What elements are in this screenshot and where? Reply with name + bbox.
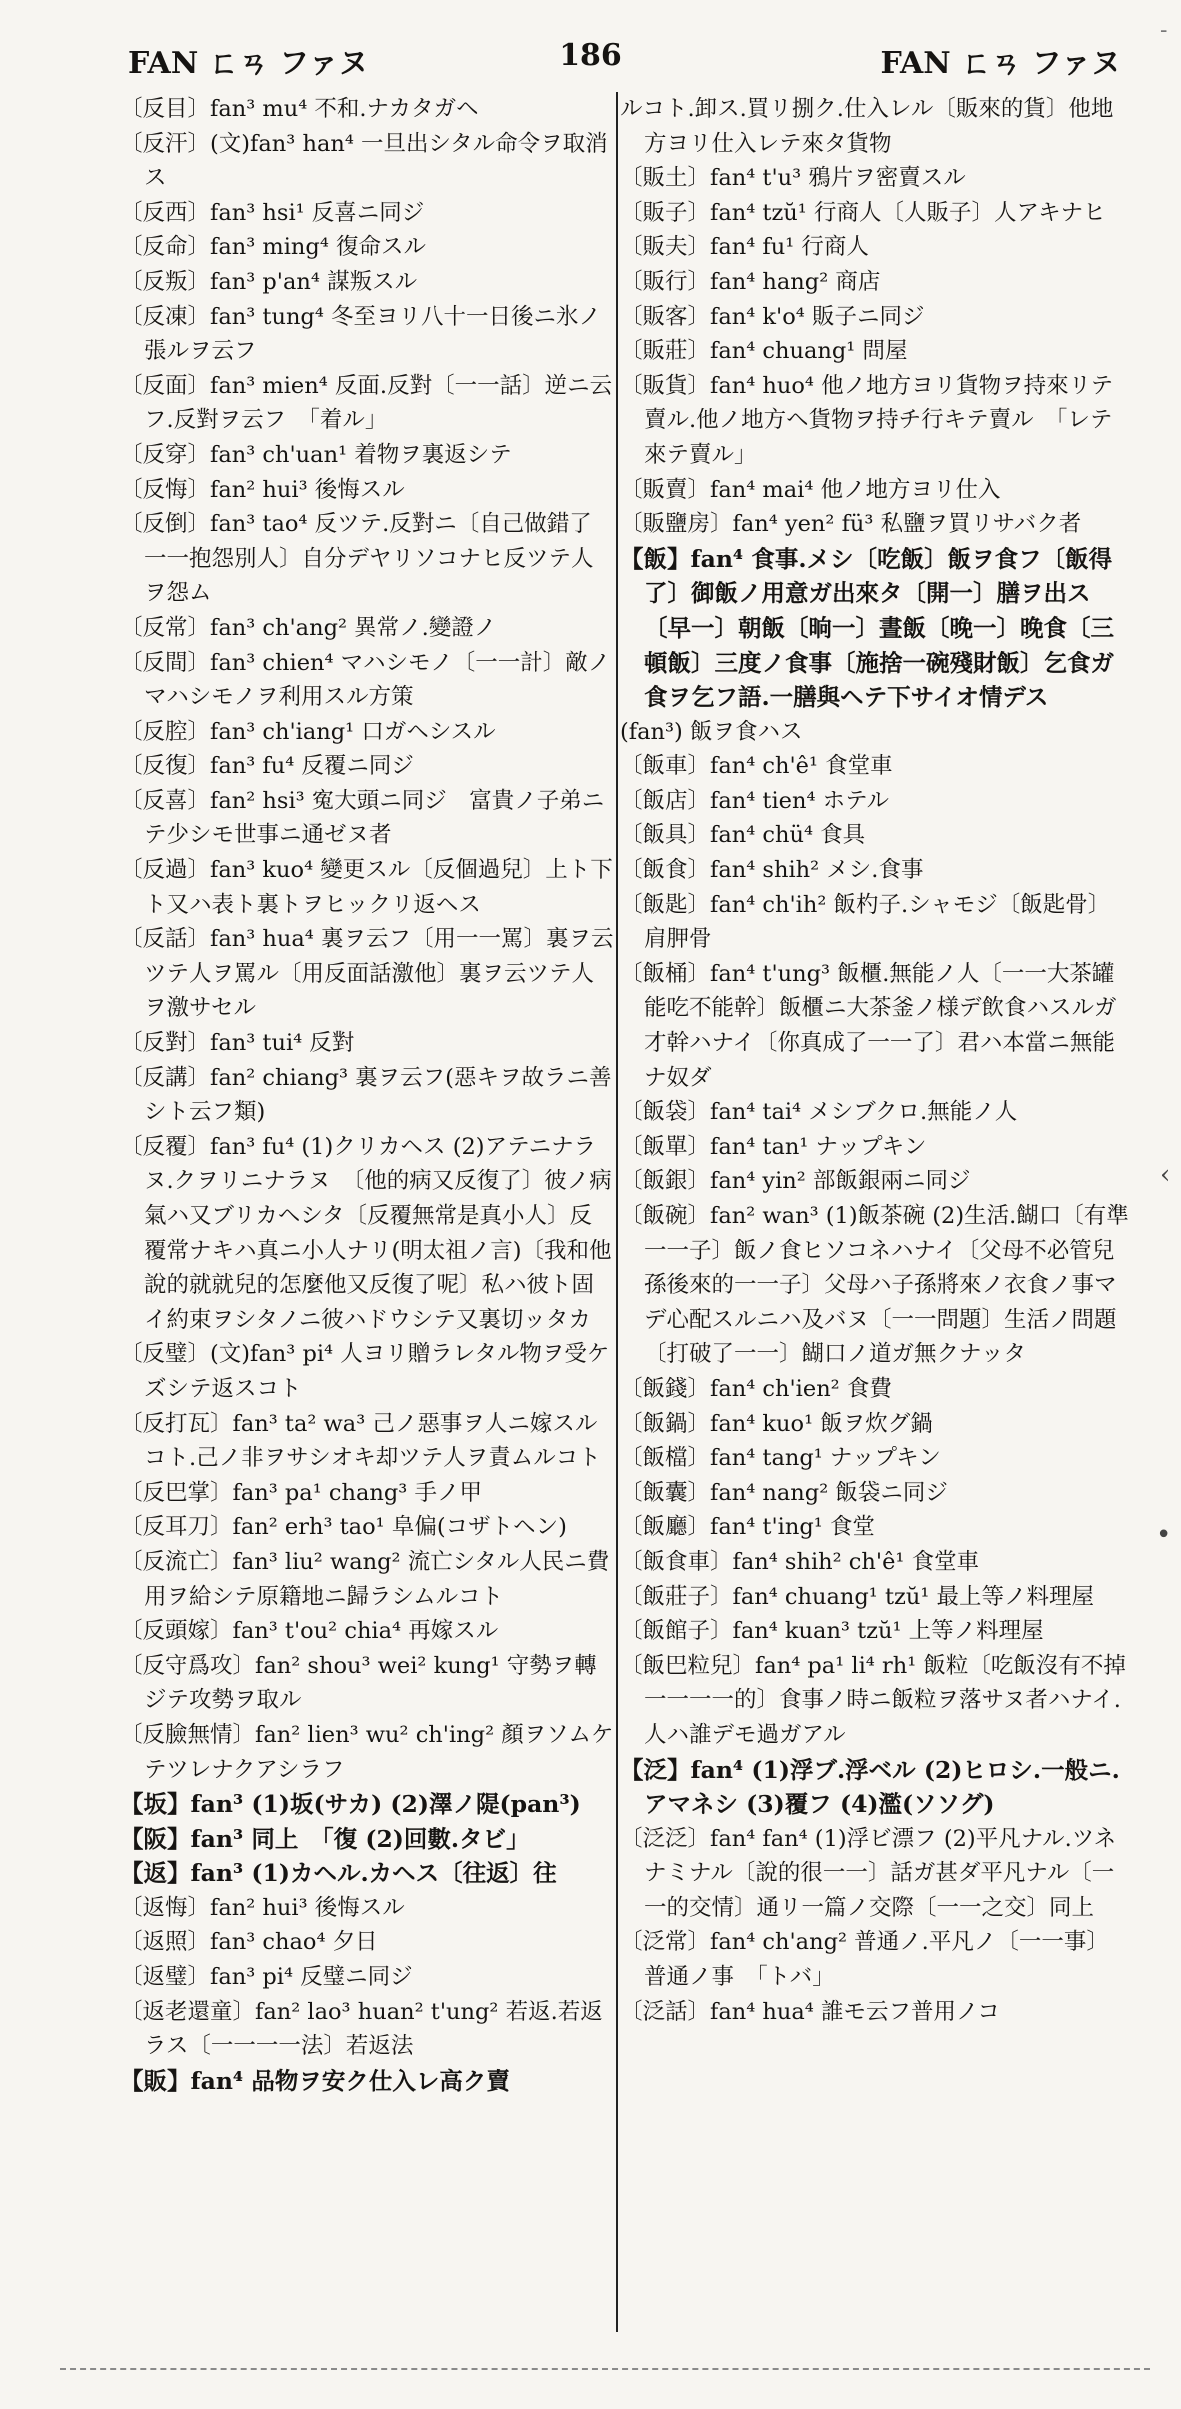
dictionary-entry: 〔反悔〕fan² hui³ 後悔スル [120,476,405,503]
dictionary-entry: 〔反腔〕fan³ ch'iang¹ 口ガヘシスル [120,718,496,745]
dictionary-entry: 〔飯碗〕fan² wan³ (1)飯茶碗 (2)生活.餬口〔有準一一子〕飯ノ食ヒソコネハナイ〔父母不必管兒孫後來的一一子〕父母ハ子孫將來ノ衣食ノ事マデ心配スルニハ及バヌ〔一一問題〕生活ノ問題〔打破了一一〕餬口ノ道ガ無クナッタ [620,1203,1129,1368]
dictionary-entry: 〔飯匙〕fan⁴ ch'ih² 飯杓子.シャモジ〔飯匙骨〕肩胛骨 [620,891,1111,953]
left-column [120,92,614,2332]
dictionary-entry: 〔反打瓦〕fan³ ta² wa³ 己ノ惡事ヲ人ニ嫁スルコト.己ノ非ヲサシオキ却ツテ人ヲ責ムルコト [120,1410,601,1472]
dictionary-entry: 〔飯巴粒兒〕fan⁴ pa¹ li⁴ rh¹ 飯粒〔吃飯沒有不掉一一一一的〕食事ノ時ニ飯粒ヲ落サヌ者ハナイ.人ハ誰デモ過ガアル [620,1652,1126,1748]
dictionary-entry: 〔飯具〕fan⁴ chü⁴ 食具 [620,822,866,849]
dictionary-entry: 【坂】fan³ (1)坂(サカ) (2)澤ノ隄(pan³) [120,1790,581,1819]
dictionary-entry: 〔飯館子〕fan⁴ kuan³ tzŭ¹ 上等ノ料理屋 [620,1618,1044,1645]
dictionary-entry: 〔飯莊子〕fan⁴ chuang¹ tzŭ¹ 最上等ノ料理屋 [620,1583,1095,1610]
dictionary-entry: 〔販土〕fan⁴ t'u³ 鴉片ヲ密賣スル [620,165,966,192]
dictionary-entry: 〔飯檔〕fan⁴ tang¹ ナップキン [620,1445,941,1472]
dictionary-entry: 〔飯袋〕fan⁴ tai⁴ メシブクロ.無能ノ人 [620,1099,1018,1126]
dictionary-entry: 〔反命〕fan³ ming⁴ 復命スル [120,234,427,261]
dictionary-entry: 〔飯銀〕fan⁴ yin² 部飯銀兩ニ同ジ [620,1168,971,1195]
dictionary-entry: 【返】fan³ (1)カヘル.カヘス〔往返〕往 [120,1859,557,1888]
page-edge-mark: - [1160,18,1168,43]
header-left-guide: FAN ㄈㄢ ファヌ [128,46,369,81]
dictionary-entry: 【阪】fan³ 同上 「復 (2)回數.タビ」 [120,1824,530,1853]
dictionary-entry: 〔販子〕fan⁴ tzŭ¹ 行商人〔人販子〕人アキナヒ [620,199,1106,226]
dictionary-entry: 〔飯囊〕fan⁴ nang² 飯袋ニ同ジ [620,1479,948,1506]
margin-mark: • [1156,1520,1172,1550]
dictionary-entry: 〔反叛〕fan³ p'an⁴ 謀叛スル [120,268,418,295]
dictionary-entry: 〔反巴掌〕fan³ pa¹ chang³ 手ノ甲 [120,1479,482,1506]
dictionary-entry: 〔販莊〕fan⁴ chuang¹ 問屋 [620,338,908,365]
dictionary-entry: 〔反話〕fan³ hua⁴ 裏ヲ云フ〔用一一罵〕裏ヲ云ツテ人ヲ罵ル〔用反面話激他〕裏ヲ云ツテ人ヲ激サセル [120,926,614,1022]
column-divider [616,92,618,2332]
dictionary-entry: 〔返悔〕fan² hui³ 後悔スル [120,1894,405,1921]
header-right-guide: FAN ㄈㄢ ファヌ [880,46,1121,81]
dictionary-entry: 〔飯食車〕fan⁴ shih² ch'ê¹ 食堂車 [620,1548,980,1575]
dictionary-entry: 〔反過〕fan³ kuo⁴ 變更スル〔反個過兒〕上ト下ト又ハ表ト裏トヲヒックリ返ヘス [120,857,613,918]
dictionary-entry: 〔泛話〕fan⁴ hua⁴ 誰モ云フ普用ノコ [620,1998,1000,2025]
dictionary-entry: 〔飯單〕fan⁴ tan¹ ナップキン [620,1133,927,1160]
dictionary-entry: 〔返璧〕fan³ pi⁴ 反璧ニ同ジ [120,1964,413,1991]
dictionary-entry: 【販】fan⁴ 品物ヲ安ク仕入レ高ク賣 [120,2066,510,2095]
dictionary-entry: 〔反間〕fan³ chien⁴ マハシモノ〔一一計〕敵ノマハシモノヲ利用スル方策 [120,649,611,711]
dictionary-entry: 【泛】fan⁴ (1)浮ブ.浮ベル (2)ヒロシ.一般ニ.アマネシ (3)覆フ (4)濫(ソソグ) [620,1755,1120,1819]
dictionary-entry: 〔反流亡〕fan³ liu² wang² 流亡シタル人民ニ費用ヲ給シテ原籍地ニ歸ラシムルコト [120,1548,610,1610]
dictionary-entry: 〔販行〕fan⁴ hang² 商店 [620,268,881,295]
dictionary-entry: 〔反凍〕fan³ tung⁴ 冬至ヨリ八十一日後ニ氷ノ張ルヲ云フ [120,303,602,365]
dictionary-entry: 〔泛泛〕fan⁴ fan⁴ (1)浮ビ漂フ (2)平凡ナル.ツネナミナル〔說的很一一〕話ガ甚ダ平凡ナル〔一一的交情〕通リ一篇ノ交際〔一一之交〕同上 [620,1825,1117,1921]
dictionary-entry: 〔返照〕fan³ chao⁴ 夕日 [120,1929,378,1956]
dictionary-entry: 〔反臉無情〕fan² lien³ wu² ch'ing² 顏ヲソムケテツレナクアシラフ [120,1721,614,1783]
page-number: 186 [559,38,622,73]
dictionary-entry: 【飯】fan⁴ 食事.メシ〔吃飯〕飯ヲ食フ〔飯得了〕御飯ノ用意ガ出來タ〔開一〕膳ヲ出ス〔早一〕朝飯〔晌一〕晝飯〔晚一〕晚食〔三頓飯〕三度ノ食事〔施捨一碗殘財飯〕乞食ガ食ヲ乞フ語.一膳與ヘテ下サイオ情デス [620,544,1114,712]
dictionary-entry: 〔飯鍋〕fan⁴ kuo¹ 飯ヲ炊グ鍋 [620,1410,933,1437]
dictionary-entry: 〔反守爲攻〕fan² shou³ wei² kung¹ 守勢ヲ轉ジテ攻勢ヲ取ル [120,1652,597,1714]
dictionary-entry: 〔反倒〕fan³ tao⁴ 反ツテ.反對ニ〔自己做錯了一一抱怨別人〕自分デヤリソコナヒ反ツテ人ヲ怨ム [120,511,594,607]
dictionary-entry: 〔反講〕fan² chiang³ 裏ヲ云フ(惡キヲ故ラニ善シト云フ類) [120,1064,612,1126]
dictionary-entry: 〔販客〕fan⁴ k'o⁴ 販子ニ同ジ [620,303,925,330]
dictionary-entry: 〔返老還童〕fan² lao³ huan² t'ung² 若返.若返ラス〔一一一一法〕若返法 [120,1998,603,2060]
dictionary-entry: 〔反面〕fan³ mien⁴ 反面.反對〔一一話〕逆ニ云フ.反對ヲ云フ 「着ル」 [120,372,613,434]
right-column [620,92,1130,2332]
dictionary-entry: 〔飯廳〕fan⁴ t'ing¹ 食堂 [620,1514,875,1541]
dictionary-entry: 〔反汗〕(文)fan³ han⁴ 一旦出シタル命令ヲ取消ス [120,130,608,192]
dictionary-entry: 〔飯店〕fan⁴ tien⁴ ホテル [620,787,889,814]
dictionary-entry: 〔反穿〕fan³ ch'uan¹ 着物ヲ裏返シテ [120,441,512,468]
dictionary-entry: 〔泛常〕fan⁴ ch'ang² 普通ノ.平凡ノ〔一一事〕普通ノ事 「トバ」 [620,1929,1109,1991]
dictionary-entry: 〔販鹽房〕fan⁴ yen² fü³ 私鹽ヲ買リサバク者 [620,511,1082,538]
dictionary-entry: 〔反璧〕(文)fan³ pi⁴ 人ヨリ贈ラレタル物ヲ受ケズシテ返スコト [120,1341,610,1402]
dictionary-entry: 〔反目〕fan³ mu⁴ 不和.ナカタガヘ [120,96,479,122]
page-header [0,38,1181,82]
dictionary-entry: 〔飯車〕fan⁴ ch'ê¹ 食堂車 [620,753,893,780]
footer-rule [60,2368,1150,2370]
dictionary-entry: ルコト.卸ス.買リ捌ク.仕入レル〔販來的貨〕他地方ヨリ仕入レテ來タ貨物 [620,96,1114,157]
dictionary-entry: 〔反對〕fan³ tui⁴ 反對 [120,1030,355,1057]
dictionary-entry: 〔販夫〕fan⁴ fu¹ 行商人 [620,234,869,261]
dictionary-entry: (fan³) 飯ヲ食ハス [620,718,803,745]
dictionary-entry: 〔反常〕fan³ ch'ang² 異常ノ.變證ノ [120,614,497,641]
dictionary-entry: 〔飯桶〕fan⁴ t'ung³ 飯櫃.無能ノ人〔一一大茶罐能吃不能幹〕飯櫃ニ大茶釜ノ様デ飲食ハスルガ才幹ハナイ〔你真成了一一了〕君ハ本當ニ無能ナ奴ダ [620,960,1117,1091]
dictionary-entry: 〔反西〕fan³ hsi¹ 反喜ニ同ジ [120,199,425,226]
dictionary-entry: 〔販貨〕fan⁴ huo⁴ 他ノ地方ヨリ貨物ヲ持來リテ賣ル.他ノ地方ヘ貨物ヲ持チ行キテ賣ル 「レテ來テ賣ル」 [620,372,1114,468]
dictionary-entry: 〔反耳刀〕fan² erh³ tao¹ 阜偏(コザトヘン) [120,1514,567,1541]
dictionary-entry: 〔反覆〕fan³ fu⁴ (1)クリカヘス (2)アテニナラヌ.クヲリニナラヌ 〔他的病又反復了〕彼ノ病氣ハ又ブリカヘシタ〔反覆無常是真小人〕反覆常ナキハ真ニ小人ナリ(明太祖ノ言)〔我和他說的就就兒的怎麼他又反復了呢〕私ハ彼ト固イ約束ヲシタノニ彼ハドウシテ又裏切ッタカ [120,1133,612,1333]
dictionary-entry: 〔反復〕fan³ fu⁴ 反覆ニ同ジ [120,753,414,780]
margin-mark: ‹ [1160,1160,1171,1190]
dictionary-entry: 〔販賣〕fan⁴ mai⁴ 他ノ地方ヨリ仕入 [620,476,1001,503]
dictionary-entry: 〔反喜〕fan² hsi³ 寃大頭ニ同ジ 富貴ノ子弟ニテ少シモ世事ニ通ゼヌ者 [120,787,605,849]
dictionary-entry: 〔飯錢〕fan⁴ ch'ien² 食費 [620,1375,892,1402]
dictionary-entry: 〔反頭嫁〕fan³ t'ou² chia⁴ 再嫁スル [120,1618,499,1645]
dictionary-entry: 〔飯食〕fan⁴ shih² メシ.食事 [620,857,924,884]
